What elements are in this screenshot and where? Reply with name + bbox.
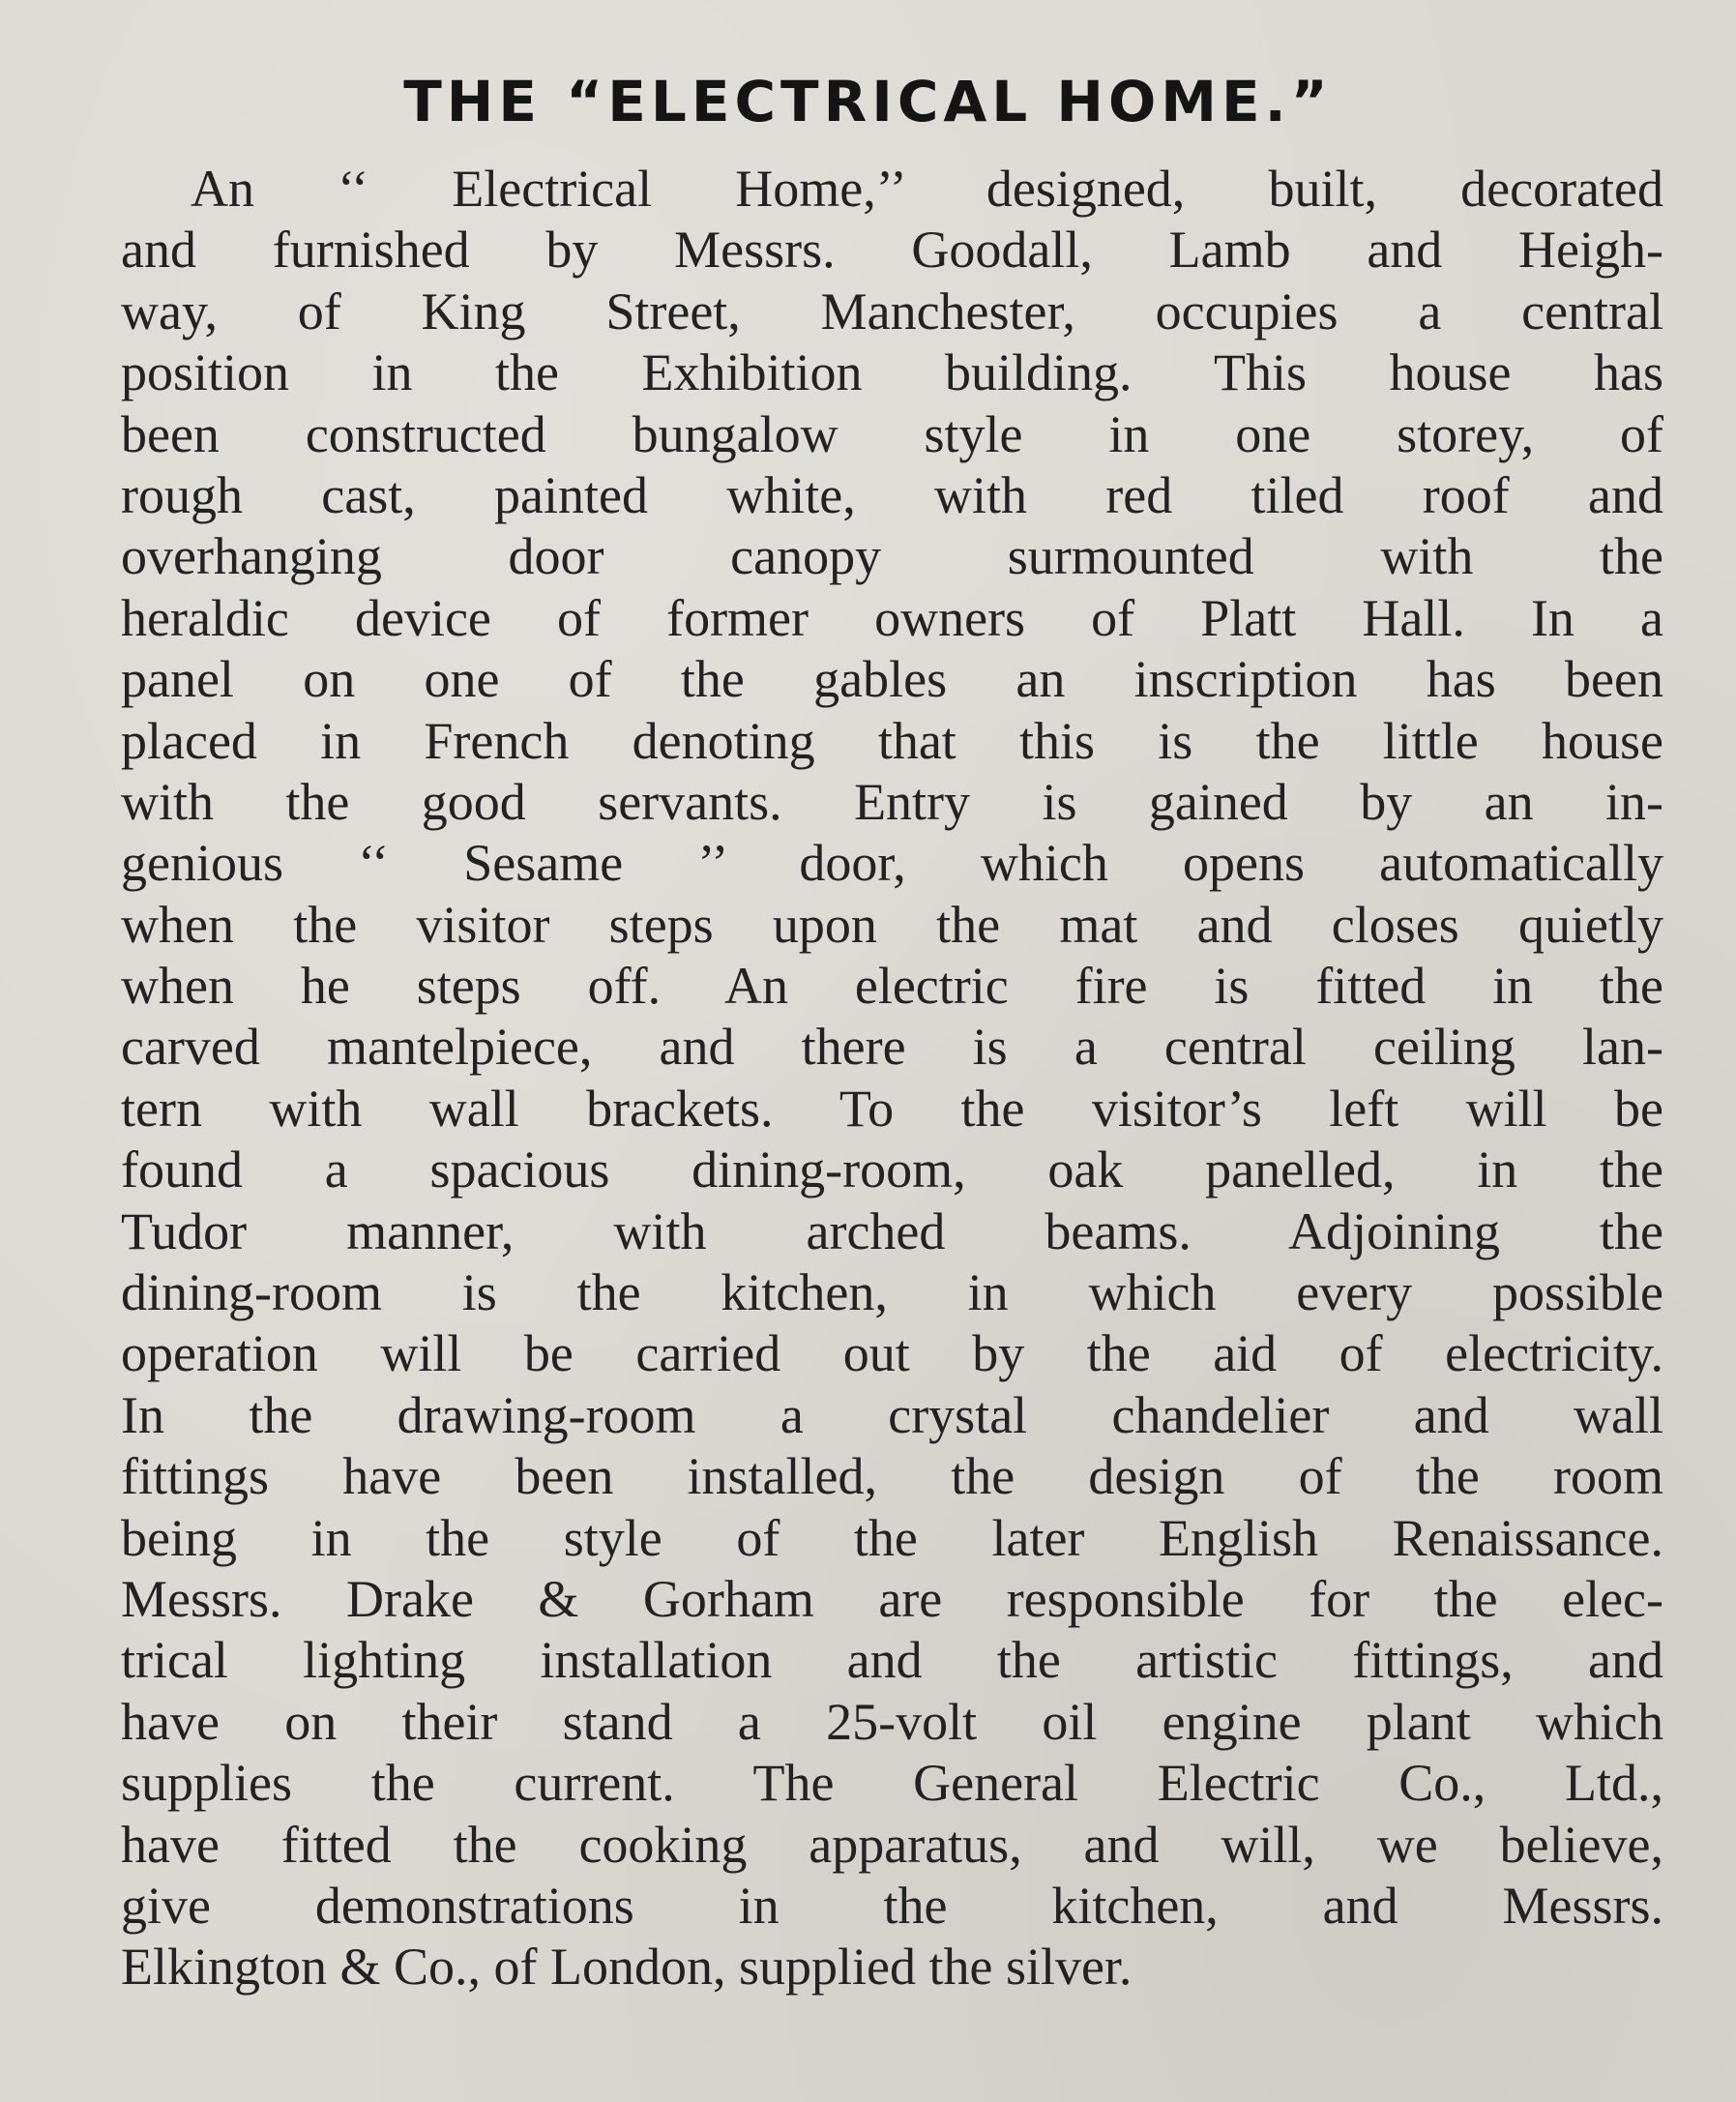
text-line: rough cast, painted white, with red tiled roof and [121,465,1663,524]
article-title: THE “ELECTRICAL HOME.” [403,69,1333,134]
text-line: found a spacious dining-room, oak panelled, in the [121,1140,1663,1199]
text-line: being in the style of the later English Renaissance. [121,1508,1663,1567]
text-line: position in the Exhibition building. This house has [121,343,1663,402]
text-line: supplies the current. The General Electric Co., Ltd., [121,1754,1663,1813]
text-line: genious ‘‘ Sesame ’’ door, which opens automatically [121,834,1663,893]
article-body [121,159,1663,1998]
text-line: Tudor manner, with arched beams. Adjoining the [121,1201,1663,1260]
text-line: fittings have been installed, the design of the room [121,1447,1663,1506]
text-line: give demonstrations in the kitchen, and Messrs. [121,1876,1663,1935]
text-line: dining-room is the kitchen, in which every possible [121,1263,1663,1322]
text-line: carved mantelpiece, and there is a central ceiling lan- [121,1018,1663,1077]
text-line: trical lighting installation and the artistic fittings, and [121,1631,1663,1690]
text-line: overhanging door canopy surmounted with the [121,527,1663,586]
text-line: when the visitor steps upon the mat and closes quietly [121,895,1663,954]
text-line: Messrs. Drake & Gorham are responsible for the elec- [121,1569,1663,1628]
text-line: been constructed bungalow style in one storey, of [121,404,1663,463]
text-line: Elkington & Co., of London, supplied the silver. [121,1938,1133,1997]
text-line: placed in French denoting that this is the little house [121,711,1663,770]
text-line: In the drawing-room a crystal chandelier and wall [121,1385,1663,1444]
text-line: and furnished by Messrs. Goodall, Lamb and Heigh- [121,221,1663,280]
text-line: panel on one of the gables an inscription has been [121,650,1663,709]
text-line: tern with wall brackets. To the visitor’s left will be [121,1079,1663,1138]
text-line: way, of King Street, Manchester, occupies a central [121,281,1663,340]
text-line: operation will be carried out by the aid of electricity. [121,1324,1663,1383]
text-line: have fitted the cooking apparatus, and will, we believe, [121,1815,1663,1874]
text-line: heraldic device of former owners of Platt Hall. In a [121,588,1663,647]
text-line: have on their stand a 25-volt oil engine plant which [121,1692,1663,1751]
text-line: when he steps off. An electric fire is fitted in the [121,957,1663,1016]
text-line: An ‘‘ Electrical Home,’’ designed, built, decorated [191,160,1663,218]
text-line: with the good servants. Entry is gained by an in- [121,772,1663,831]
